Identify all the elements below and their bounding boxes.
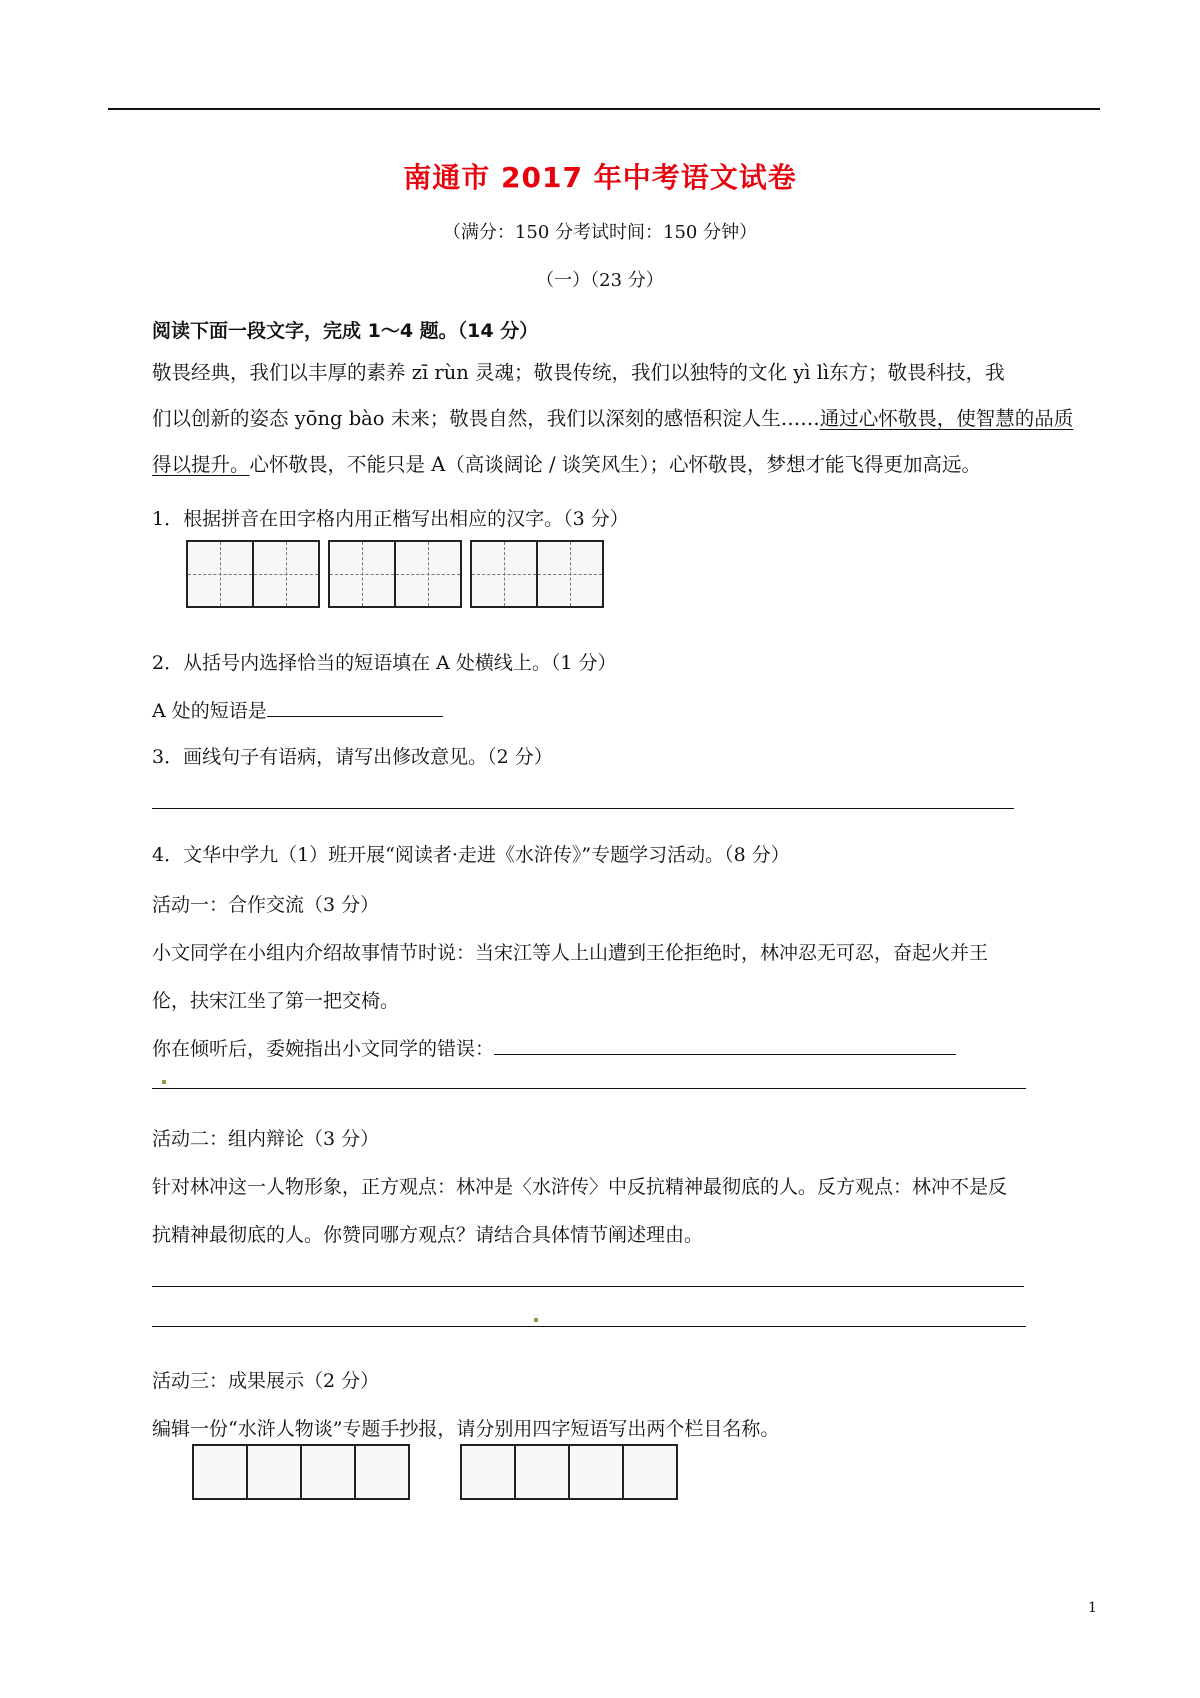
answer-cell[interactable]	[246, 1444, 302, 1500]
underlined-sentence-part-1: 通过心怀敬畏，使智慧的品质	[819, 407, 1074, 430]
passage-line-3-text: 心怀敬畏，不能只是 A（高谈阔论 / 谈笑风生）；心怀敬畏，梦想才能飞得更加高远。	[249, 453, 982, 476]
answer-cell[interactable]	[300, 1444, 356, 1500]
exam-title: 南通市 2017 年中考语文试卷	[403, 161, 797, 194]
scan-speck	[162, 1080, 166, 1084]
answer-cell[interactable]	[192, 1444, 248, 1500]
activity-1-answer-line[interactable]	[152, 1088, 1026, 1089]
pinyin-grid-group-2[interactable]	[328, 540, 462, 608]
question-3: 3．画线句子有语病，请写出修改意见。（2 分）	[152, 746, 553, 768]
answer-cell[interactable]	[568, 1444, 624, 1500]
activity-1-title: 活动一：合作交流（3 分）	[152, 894, 380, 916]
exam-subtitle: （满分：150 分考试时间：150 分钟）	[442, 222, 758, 243]
tianzige-cell[interactable]	[328, 540, 396, 608]
passage-line-2	[152, 396, 1100, 442]
reading-passage	[152, 350, 1100, 488]
question-2-answer-blank[interactable]	[267, 698, 443, 717]
question-2: 2．从括号内选择恰当的短语填在 A 处横线上。（1 分）	[152, 652, 617, 674]
pinyin-grid-group-1[interactable]	[186, 540, 320, 608]
activity-2-title: 活动二：组内辩论（3 分）	[152, 1128, 380, 1150]
pinyin-grid-group-3[interactable]	[470, 540, 604, 608]
activity-1-text-line-1: 小文同学在小组内介绍故事情节时说：当宋江等人上山遭到王伦拒绝时，林冲忍无可忍，奋起火并王	[152, 942, 989, 964]
column-name-grid-2[interactable]	[460, 1444, 678, 1500]
activity-2-answer-line-2[interactable]	[152, 1326, 1026, 1327]
tianzige-cell[interactable]	[252, 540, 320, 608]
activity-2-text-line-1: 针对林冲这一人物形象，正方观点：林冲是〈水浒传〉中反抗精神最彻底的人。反方观点：林冲不是反	[152, 1176, 1008, 1198]
activity-1-answer-blank[interactable]	[494, 1036, 956, 1055]
activity-3-title: 活动三：成果展示（2 分）	[152, 1370, 380, 1392]
activity-2-text-line-2: 抗精神最彻底的人。你赞同哪方观点？请结合具体情节阐述理由。	[152, 1224, 704, 1246]
underlined-sentence-part-2: 得以提升。	[152, 453, 250, 476]
answer-cell[interactable]	[460, 1444, 516, 1500]
page-number: 1	[1088, 1600, 1097, 1616]
scan-speck	[534, 1318, 538, 1322]
answer-cell[interactable]	[622, 1444, 678, 1500]
tianzige-cell[interactable]	[186, 540, 254, 608]
question-3-answer-line[interactable]	[152, 808, 1014, 809]
passage-line-2-text: 们以创新的姿态 yōng bào 未来；敬畏自然，我们以深刻的感悟积淀人生……	[152, 407, 820, 430]
question-1: 1．根据拼音在田字格内用正楷写出相应的汉字。（3 分）	[152, 508, 629, 530]
question-2-answer-label: A 处的短语是	[152, 700, 267, 722]
passage-line-1: 敬畏经典，我们以丰厚的素养 zī rùn 灵魂；敬畏传统，我们以独特的文化 yì lì东方；敬畏科技，我	[152, 361, 1005, 384]
activity-2-answer-line-1[interactable]	[152, 1286, 1024, 1287]
section-heading: （一）（23 分）	[536, 270, 664, 291]
activity-1-text-line-2: 伦，扶宋江坐了第一把交椅。	[152, 990, 400, 1012]
reading-instruction: 阅读下面一段文字，完成 1～4 题。（14 分）	[152, 320, 539, 342]
question-2-answer-row	[152, 696, 443, 723]
activity-1-prompt-text: 你在倾听后，委婉指出小文同学的错误：	[152, 1038, 495, 1060]
answer-cell[interactable]	[514, 1444, 570, 1500]
question-4: 4．文华中学九（1）班开展“阅读者·走进《水浒传》”专题学习活动。（8 分）	[152, 844, 790, 866]
passage-line-3	[152, 442, 1100, 488]
activity-3-text: 编辑一份“水浒人物谈”专题手抄报，请分别用四字短语写出两个栏目名称。	[152, 1418, 780, 1440]
activity-1-prompt	[152, 1034, 956, 1061]
column-name-grid-1[interactable]	[192, 1444, 410, 1500]
answer-cell[interactable]	[354, 1444, 410, 1500]
tianzige-cell[interactable]	[394, 540, 462, 608]
tianzige-cell[interactable]	[470, 540, 538, 608]
header-rule	[108, 108, 1100, 110]
tianzige-cell[interactable]	[536, 540, 604, 608]
